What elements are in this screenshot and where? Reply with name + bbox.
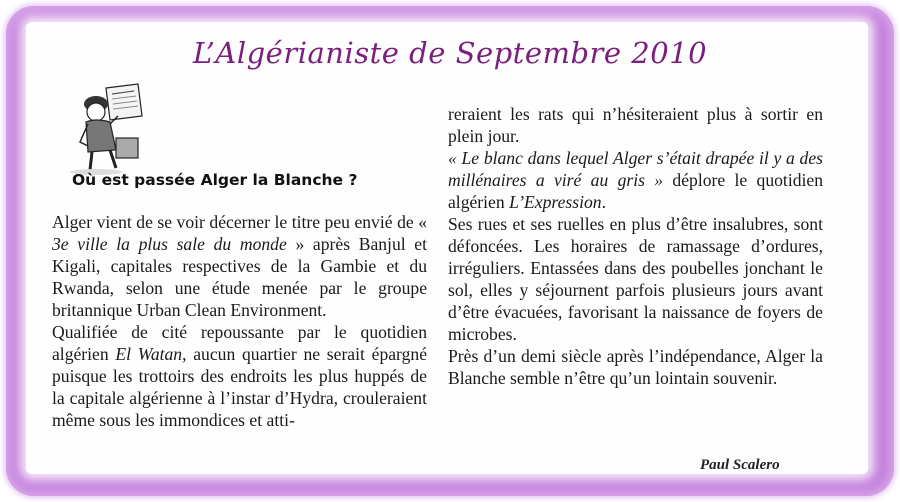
left-column bbox=[52, 211, 427, 431]
newspaper-reader-illustration bbox=[66, 80, 186, 176]
right-paragraph-2: « Le blanc dans lequel Alger s’était drapée il y a des millénaires a viré au gris » déplore le quotidien algérien L’Expression. bbox=[448, 148, 824, 212]
right-paragraph-1: reraient les rats qui n’hésiteraient plus à sortir en plein jour. bbox=[448, 104, 823, 146]
right-column bbox=[448, 103, 823, 389]
page-title: L’Algérianiste de Septembre 2010 bbox=[192, 36, 708, 70]
left-paragraph-1: Alger vient de se voir décerner le titre peu envié de « 3e ville la plus sale du monde » après Banjul et Kigali, capitales respectives de la Gambie et du Rwanda, selon une étude menée par le groupe britannique Urban Clean Environment. bbox=[52, 212, 427, 320]
article-headline: Où est passée Alger la Blanche ? bbox=[72, 171, 358, 189]
left-paragraph-2: Qualifiée de cité repoussante par le quotidien algérien El Watan, aucun quartier ne serait épargné puisque les trottoirs des endroits les plus huppés de la capitale algérienne à l’instar d’Hydra, crouleraient même sous les immondices et atti- bbox=[52, 322, 427, 430]
right-paragraph-3: Ses rues et ses ruelles en plus d’être insalubres, sont défoncées. Les horaires de ramassage d’ordures, irréguliers. Entassées dans des poubelles jonchant le sol, elles y séjournent parfois plusieurs jours avant d’être évacuées, favorisant la naissance de foyers de microbes. bbox=[448, 214, 823, 344]
right-paragraph-4: Près d’un demi siècle après l’indépendance, Alger la Blanche semble n’être qu’un lointain souvenir. bbox=[448, 346, 823, 388]
author-signature: Paul Scalero bbox=[700, 457, 780, 473]
